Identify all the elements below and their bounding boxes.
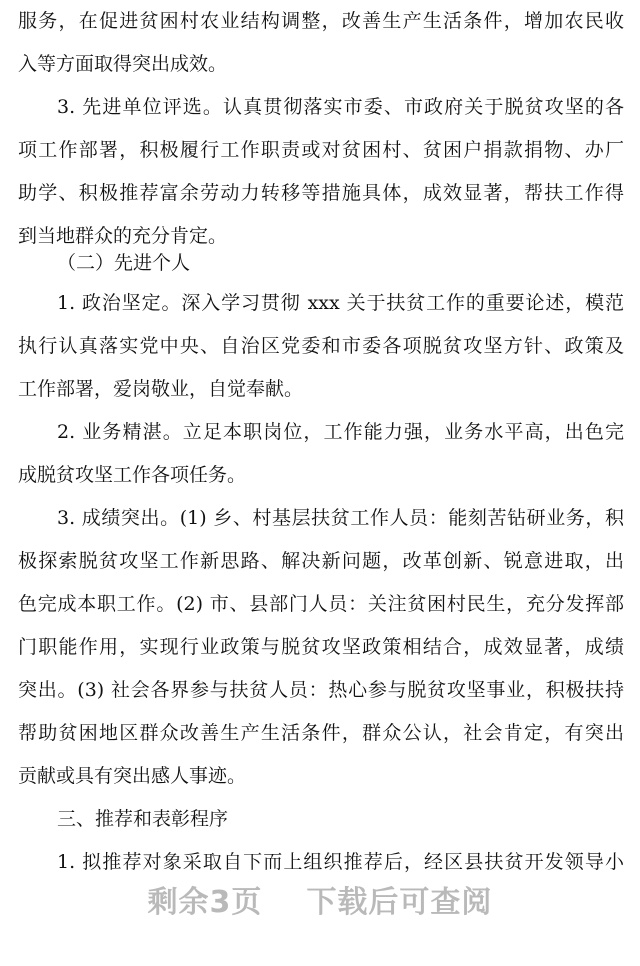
text-line: 极探索脱贫攻坚工作新思路、解决新问题，改革创新、锐意进取，出 xyxy=(18,550,624,572)
text-line: 2. 业务精湛。立足本职岗位，工作能力强，业务水平高，出色完 xyxy=(57,421,624,443)
text-line: 突出。(3) 社会各界参与扶贫人员：热心参与脱贫攻坚事业，积极扶持 xyxy=(18,679,624,701)
text-line: 执行认真落实党中央、自治区党委和市委各项脱贫攻坚方针、政策及 xyxy=(18,335,624,357)
section-heading: （二）先进个人 xyxy=(57,252,191,274)
text-line: 服务，在促进贫困村农业结构调整，改善生产生活条件，增加农民收 xyxy=(18,10,624,32)
remaining-pages-label: 剩余3页 xyxy=(147,885,263,920)
text-line: 1. 拟推荐对象采取自下而上组织推荐后，经区县扶贫开发领导小 xyxy=(57,851,624,873)
section-heading: 三、推荐和表彰程序 xyxy=(57,808,229,830)
text-line: 3. 成绩突出。(1) 乡、村基层扶贫工作人员：能刻苦钻研业务，积 xyxy=(57,507,624,529)
text-line: 1. 政治坚定。深入学习贯彻 xxx 关于扶贫工作的重要论述，模范 xyxy=(57,292,624,314)
download-to-view-label: 下载后可查阅 xyxy=(306,885,493,920)
text-line: 帮助贫困地区群众改善生产生活条件，群众公认，社会肯定，有突出 xyxy=(18,722,624,744)
text-line: 项工作部署，积极履行工作职责或对贫困村、贫困户捐款捐物、办厂 xyxy=(18,139,624,161)
text-line: 贡献或具有突出感人事迹。 xyxy=(18,765,247,787)
text-line: 门职能作用，实现行业政策与脱贫攻坚政策相结合，成效显著，成绩 xyxy=(18,636,624,658)
text-line: 工作部署，爱岗敬业，自觉奉献。 xyxy=(18,378,304,400)
text-line: 成脱贫攻坚工作各项任务。 xyxy=(18,464,247,486)
text-line: 入等方面取得突出成效。 xyxy=(18,53,228,75)
text-line: 助学、积极推荐富余劳动力转移等措施具体，成效显著，帮扶工作得 xyxy=(18,182,624,204)
text-line: 3. 先进单位评选。认真贯彻落实市委、市政府关于脱贫攻坚的各 xyxy=(57,96,624,118)
text-line: 到当地群众的充分肯定。 xyxy=(18,225,228,247)
download-prompt[interactable] xyxy=(0,884,640,922)
text-line: 色完成本职工作。(2) 市、县部门人员：关注贫困村民生，充分发挥部 xyxy=(18,593,624,615)
